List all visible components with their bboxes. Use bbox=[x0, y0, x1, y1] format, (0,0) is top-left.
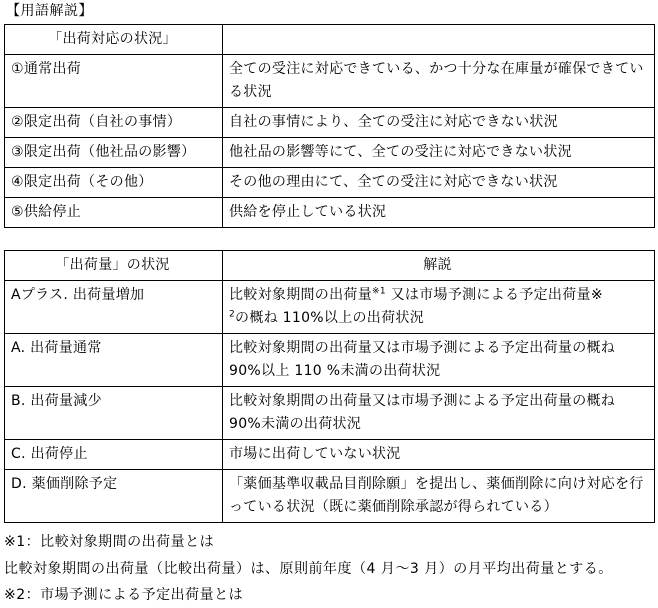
description-text: の概ね 110%以上の出荷状況 bbox=[235, 310, 425, 326]
footnote-1-title: ※1：比較対象期間の出荷量とは bbox=[4, 534, 215, 550]
header-cell-empty bbox=[223, 25, 655, 55]
shipment-volume-table bbox=[4, 250, 655, 523]
footnote-mark-1: ※1 bbox=[372, 286, 386, 297]
glossary-heading: 【用語解説】 bbox=[6, 3, 93, 19]
footnote-2-title: ※2：市場予測による予定出荷量とは bbox=[4, 587, 244, 603]
description-text: 比較対象期間の出荷量 bbox=[229, 287, 372, 303]
table-header-row bbox=[5, 25, 655, 55]
footnote-1-body: 比較対象期間の出荷量（比較出荷量）は、原則前年度（4 月～3 月）の月平均出荷量とする。 bbox=[4, 561, 613, 577]
table-row bbox=[5, 168, 655, 198]
header-cell-status: 「出荷対応の状況」 bbox=[5, 25, 223, 55]
description-cell bbox=[223, 281, 655, 334]
table-row bbox=[5, 138, 655, 168]
term-cell: ⑤供給停止 bbox=[5, 198, 223, 228]
table-row bbox=[5, 108, 655, 138]
description-cell: 自社の事情により、全ての受注に対応できない状況 bbox=[223, 108, 655, 138]
table-row bbox=[5, 281, 655, 334]
header-cell-explanation: 解説 bbox=[223, 251, 655, 281]
table-row bbox=[5, 470, 655, 523]
term-cell: Aプラス. 出荷量増加 bbox=[5, 281, 223, 334]
shipment-response-table bbox=[4, 24, 655, 228]
term-cell: ①通常出荷 bbox=[5, 55, 223, 108]
term-cell: ④限定出荷（その他） bbox=[5, 168, 223, 198]
footnote-mark-2: 2 bbox=[229, 309, 236, 320]
table-row bbox=[5, 440, 655, 470]
description-cell: 全ての受注に対応できている、かつ十分な在庫量が確保できている状況 bbox=[223, 55, 655, 108]
description-cell: 供給を停止している状況 bbox=[223, 198, 655, 228]
description-cell: 「薬価基準収載品目削除願」を提出し、薬価削除に向け対応を行っている状況（既に薬価削除承認が得られている） bbox=[223, 470, 655, 523]
term-cell: B. 出荷量減少 bbox=[5, 387, 223, 440]
description-cell: 比較対象期間の出荷量又は市場予測による予定出荷量の概ね 90%以上 110 %未満の出荷状況 bbox=[223, 334, 655, 387]
table-row bbox=[5, 334, 655, 387]
term-cell: C. 出荷停止 bbox=[5, 440, 223, 470]
description-cell: 比較対象期間の出荷量又は市場予測による予定出荷量の概ね 90%未満の出荷状況 bbox=[223, 387, 655, 440]
header-cell-volume-status: 「出荷量」の状況 bbox=[5, 251, 223, 281]
description-cell: 市場に出荷していない状況 bbox=[223, 440, 655, 470]
term-cell: ②限定出荷（自社の事情） bbox=[5, 108, 223, 138]
table-row bbox=[5, 198, 655, 228]
term-cell: ③限定出荷（他社品の影響） bbox=[5, 138, 223, 168]
term-cell: D. 薬価削除予定 bbox=[5, 470, 223, 523]
term-cell: A. 出荷量通常 bbox=[5, 334, 223, 387]
description-text: 又は市場予測による予定出荷量※ bbox=[385, 287, 603, 303]
description-cell: その他の理由にて、全ての受注に対応できない状況 bbox=[223, 168, 655, 198]
table-header-row bbox=[5, 251, 655, 281]
table-row bbox=[5, 55, 655, 108]
description-cell: 他社品の影響等にて、全ての受注に対応できない状況 bbox=[223, 138, 655, 168]
table-row bbox=[5, 387, 655, 440]
